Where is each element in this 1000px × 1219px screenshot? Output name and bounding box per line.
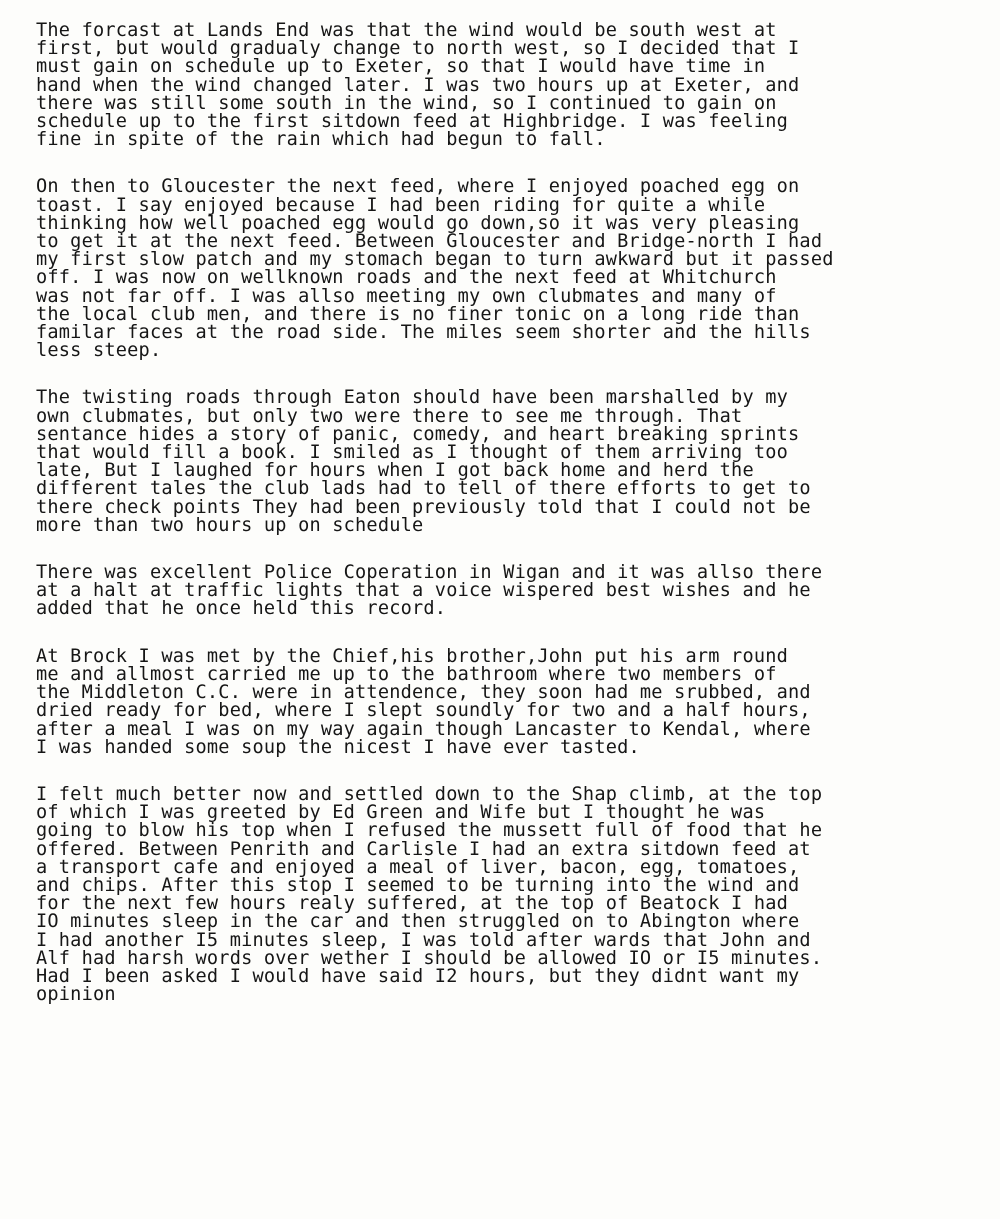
text-line: the local club men, and there is no finer tonic on a long ride than [36,303,800,325]
text-line: There was excellent Police Coperation in Wigan and it was allso there [36,562,823,584]
text-line: Had I been asked I would have said I2 hours, but they didnt want my [36,965,800,987]
text-line: to get it at the next feed. Between Gloucester and Bridge-north I had [36,231,823,253]
paragraph-shap [36,783,986,1006]
text-line: sentance hides a story of panic, comedy, and heart breaking sprints [36,423,800,445]
text-line: a transport cafe and enjoyed a meal of liver, bacon, egg, tomatoes, [36,856,800,878]
document-body [36,22,986,1033]
paragraph-wigan [36,564,986,619]
text-line: own clubmates, but only two were there to see me through. That [36,405,743,427]
text-line: there check points They had been previously told that I could not be [36,496,811,518]
paragraph-brock [36,645,986,758]
text-line: me and allmost carried me up to the bathroom where two members of [36,663,777,685]
text-line: going to blow his top when I refused the mussett full of food that he [36,820,823,842]
text-line: first, but would gradualy change to north west, so I decided that I [36,38,800,60]
text-line: I felt much better now and settled down to the Shap climb, at the top [36,783,823,805]
text-line: of which I was greeted by Ed Green and Wife but I thought he was [36,802,766,824]
text-line: fine in spite of the rain which had begun to fall. [36,129,606,151]
text-line: less steep. [36,340,162,362]
text-line: thinking how well poached egg would go down,so it was very pleasing [36,212,800,234]
text-line: opinion [36,984,116,1006]
text-line: I was handed some soup the nicest I have ever tasted. [36,736,640,758]
text-line: more than two hours up on schedule [36,514,424,536]
text-line: I had another I5 minutes sleep, I was told after wards that John and [36,929,811,951]
paragraph-lands-end [36,22,986,149]
text-line: the Middleton C.C. were in attendence, they soon had me srubbed, and [36,682,811,704]
text-line: off. I was now on wellknown roads and the next feed at Whitchurch [36,267,777,289]
text-line: offered. Between Penrith and Carlisle I had an extra sitdown feed at [36,838,811,860]
text-line: after a meal I was on my way again though Lancaster to Kendal, where [36,718,811,740]
paragraph-eaton [36,389,986,535]
text-line: there was still some south in the wind, so I continued to gain on [36,92,777,114]
text-line: and chips. After this stop I seemed to be turning into the wind and [36,874,800,896]
text-line: hand when the wind changed later. I was two hours up at Exeter, and [36,74,800,96]
text-line: at a halt at traffic lights that a voice wispered best wishes and he [36,580,811,602]
text-line: was not far off. I was allso meeting my own clubmates and many of [36,285,777,307]
text-line: At Brock I was met by the Chief,his brother,John put his arm round [36,645,789,667]
text-line: The forcast at Lands End was that the wind would be south west at [36,20,777,41]
text-line: On then to Gloucester the next feed, where I enjoyed poached egg on [36,176,800,198]
text-line: The twisting roads through Eaton should have been marshalled by my [36,387,789,409]
text-line: different tales the club lads had to tell of there efforts to get to [36,478,811,500]
text-line: schedule up to the first sitdown feed at Highbridge. I was feeling [36,111,789,133]
paragraph-gloucester [36,178,986,360]
text-line: dried ready for bed, where I slept soundly for two and a half hours, [36,700,811,722]
text-line: toast. I say enjoyed because I had been riding for quite a while [36,194,766,216]
text-line: late, But I laughed for hours when I got back home and herd the [36,460,754,482]
text-line: IO minutes sleep in the car and then struggled on to Abington where [36,911,800,933]
text-line: familar faces at the road side. The miles seem shorter and the hills [36,322,811,344]
text-line: Alf had harsh words over wether I should be allowed IO or I5 minutes. [36,947,823,969]
text-line: my first slow patch and my stomach began to turn awkward but it passed [36,249,834,271]
text-line: that would fill a book. I smiled as I thought of them arriving too [36,442,789,464]
text-line: for the next few hours realy suffered, at the top of Beatock I had [36,893,789,915]
text-line: added that he once held this record. [36,598,447,620]
text-line: must gain on schedule up to Exeter, so that I would have time in [36,56,766,78]
